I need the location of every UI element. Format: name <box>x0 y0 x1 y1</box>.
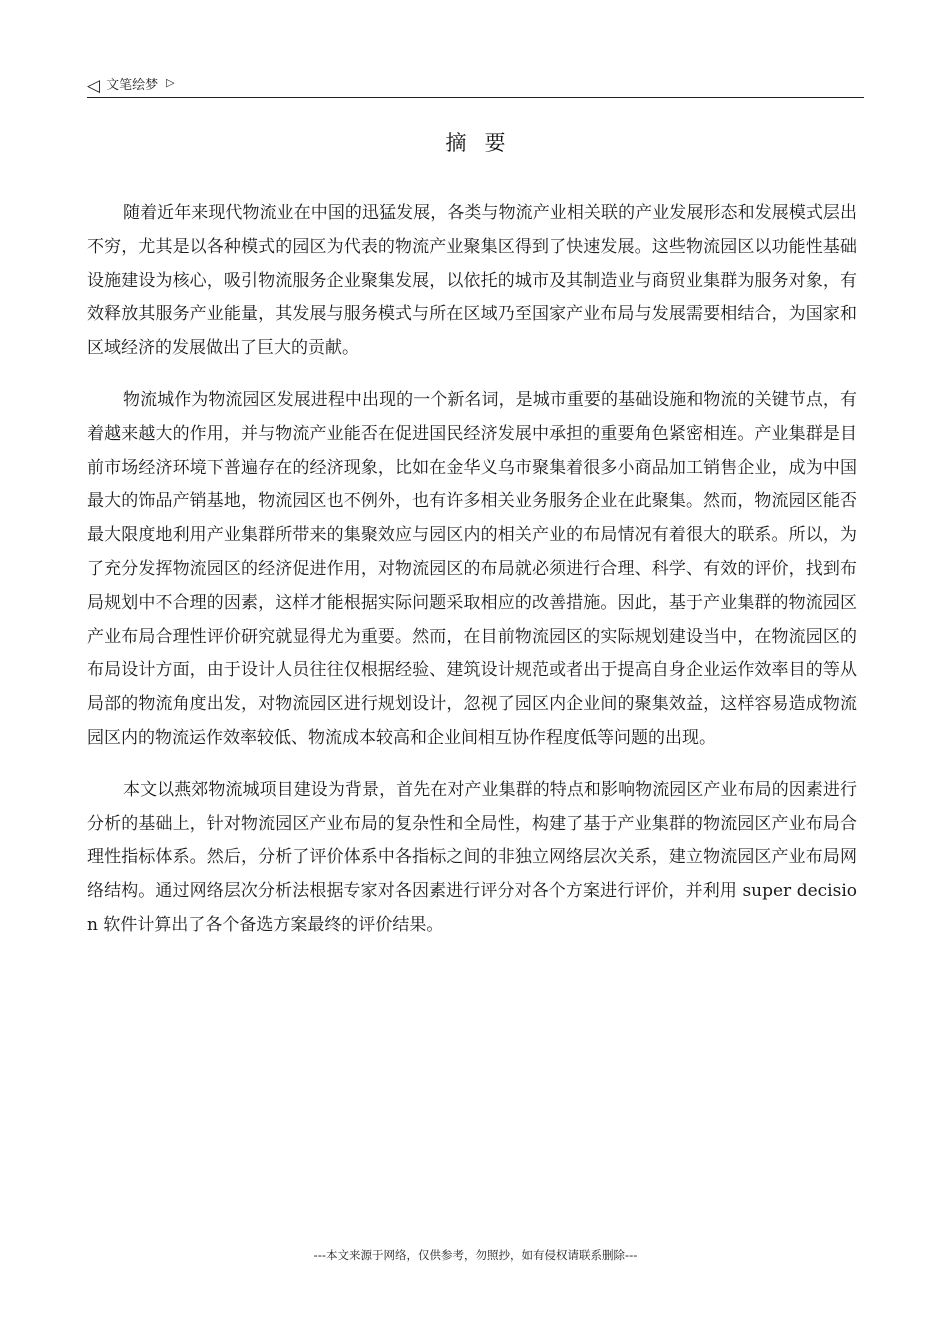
triangle-right-icon: ▷ <box>166 76 175 89</box>
page-footer-disclaimer: ---本文来源于网络，仅供参考，勿照抄，如有侵权请联系删除--- <box>313 1248 638 1262</box>
paragraph-3: 本文以燕郊物流城项目建设为背景，首先在对产业集群的特点和影响物流园区产业布局的因素进行分析的基础上，针对物流园区产业布局的复杂性和全局性，构建了基于产业集群的物流园区产业布局合理性指标体系。然后，分析了评价体系中各指标之间的非独立网络层次关系，建立物流园区产业布局网络结构。通过网络层次分析法根据专家对各因素进行评分对各个方案进行评价，并利用 super decision 软件计算出了各个备选方案最终的评价结果。 <box>87 779 857 935</box>
page-header <box>87 74 864 98</box>
header-brand: 文笔绘梦 <box>106 78 159 93</box>
paragraph-1: 随着近年来现代物流业在中国的迅猛发展，各类与物流产业相关联的产业发展形态和发展模式层出不穷，尤其是以各种模式的园区为代表的物流产业聚集区得到了快速发展。这些物流园区以功能性基础设施建设为核心，吸引物流服务企业聚集发展，以依托的城市及其制造业与商贸业集群为服务对象，有效释放其服务产业能量，其发展与服务模式与所在区域乃至国家产业布局与发展需要相结合，为国家和区域经济的发展做出了巨大的贡献。 <box>87 203 857 359</box>
triangle-left-icon: ◁ <box>87 76 101 96</box>
abstract-body <box>87 197 857 961</box>
header-divider <box>87 97 864 98</box>
abstract-title: 摘要 <box>445 131 524 155</box>
paragraph-2: 物流城作为物流园区发展进程中出现的一个新名词，是城市重要的基础设施和物流的关键节点，有着越来越大的作用，并与物流产业能否在促进国民经济发展中承担的重要角色紧密相连。产业集群是目前市场经济环境下普遍存在的经济现象，比如在金华义乌市聚集着很多小商品加工销售企业，成为中国最大的饰品产销基地，物流园区也不例外，也有许多相关业务服务企业在此聚集。然而，物流园区能否最大限度地利用产业集群所带来的集聚效应与园区内的相关产业的布局情况有着很大的联系。所以，为了充分发挥物流园区的经济促进作用，对物流园区的布局就必须进行合理、科学、有效的评价，找到布局规划中不合理的因素，这样才能根据实际问题采取相应的改善措施。因此，基于产业集群的物流园区产业布局合理性评价研究就显得尤为重要。然而，在目前物流园区的实际规划建设当中，在物流园区的布局设计方面，由于设计人员往往仅根据经验、建筑设计规范或者出于提高自身企业运作效率目的等从局部的物流角度出发，对物流园区进行规划设计，忽视了园区内企业间的聚集效益，这样容易造成物流园区内的物流运作效率较低、物流成本较高和企业间相互协作程度低等问题的出现。 <box>87 389 857 748</box>
